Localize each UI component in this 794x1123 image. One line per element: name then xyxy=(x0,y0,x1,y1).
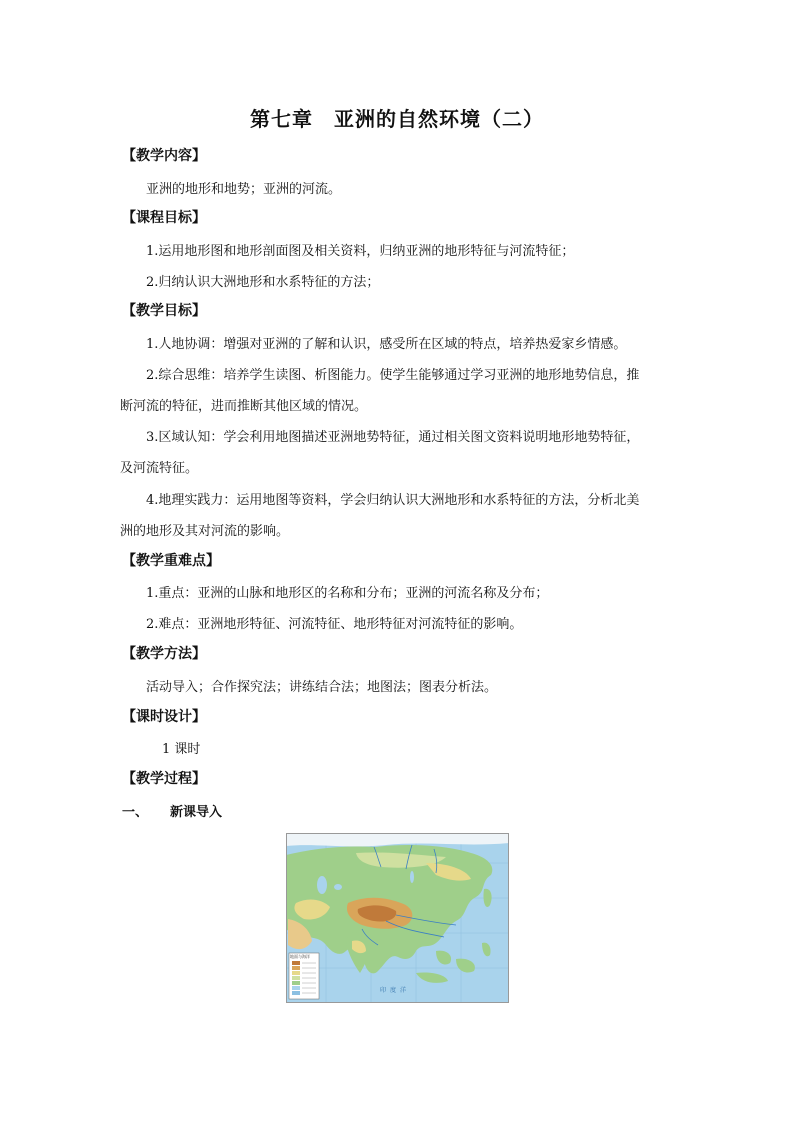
method-text: 活动导入；合作探究法；讲练结合法；地图法；图表分析法。 xyxy=(146,680,498,695)
key-point-2: 2.难点：亚洲地形特征、河流特征、地形特征对河流特征的影响。 xyxy=(146,617,523,632)
teach-goal-3-line-1: 3.区域认知：学会利用地图描述亚洲地势特征，通过相关图文资料说明地形地势特征， xyxy=(146,430,640,445)
hours-text: 1 课时 xyxy=(162,742,201,757)
step-label: 新课导入 xyxy=(170,805,223,820)
section-heading-teach-goal: 【教学目标】 xyxy=(122,303,206,319)
section-heading-method: 【教学方法】 xyxy=(122,646,206,662)
key-point-1: 1.重点：亚洲的山脉和地形区的名称和分布；亚洲的河流名称及分布； xyxy=(146,586,549,601)
teach-goal-4-line-1: 4.地理实践力：运用地图等资料，学会归纳认识大洲地形和水系特征的方法，分析北美 xyxy=(146,493,640,508)
course-goal-1: 1.运用地形图和地形剖面图及相关资料，归纳亚洲的地形特征与河流特征； xyxy=(146,244,575,259)
teach-goal-2-line-2: 断河流的特征，进而推断其他区域的情况。 xyxy=(120,399,368,414)
teach-goal-1: 1.人地协调：增强对亚洲的了解和认识，感受所在区域的特点，培养热爱家乡情感。 xyxy=(146,337,627,352)
teach-goal-2-line-1: 2.综合思维：培养学生读图、析图能力。使学生能够通过学习亚洲的地形地势信息，推 xyxy=(146,368,640,383)
section-heading-process: 【教学过程】 xyxy=(122,771,206,787)
section-heading-key-points: 【教学重难点】 xyxy=(122,553,220,569)
step-number: 一、 xyxy=(122,805,149,820)
step-heading xyxy=(122,801,222,820)
course-goal-2: 2.归纳认识大洲地形和水系特征的方法； xyxy=(146,275,380,290)
map-legend-title: 地面与海洋 xyxy=(290,954,310,959)
asia-topographic-map xyxy=(286,833,509,1003)
teach-goal-3-line-2: 及河流特征。 xyxy=(120,461,199,476)
map-ocean-label: 印度洋 xyxy=(380,987,411,994)
section-heading-hours: 【课时设计】 xyxy=(122,709,206,725)
page-title: 第七章 亚洲的自然环境（二） xyxy=(250,107,544,131)
teach-goal-4-line-2: 洲的地形及其对河流的影响。 xyxy=(120,524,290,539)
content-text: 亚洲的地形和地势；亚洲的河流。 xyxy=(146,182,342,197)
section-heading-content: 【教学内容】 xyxy=(122,148,206,164)
section-heading-course-goal: 【课程目标】 xyxy=(122,210,206,226)
